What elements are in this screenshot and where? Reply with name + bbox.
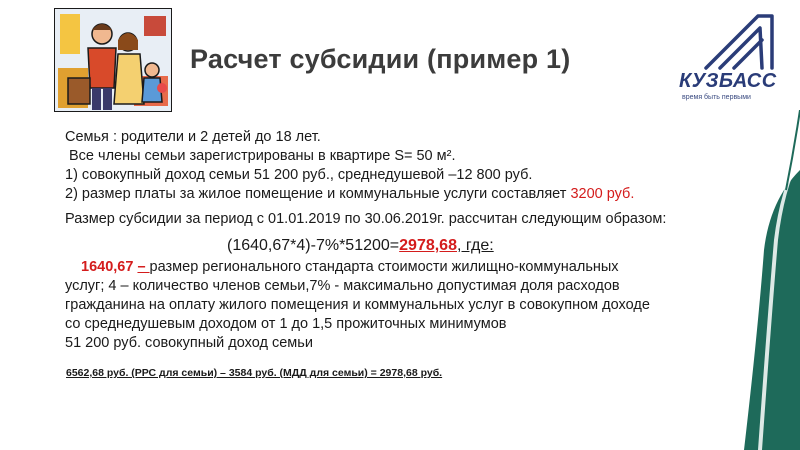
explanation-line-1 xyxy=(65,258,745,277)
explanation-line-3: гражданина на оплату жилого помещения и коммунальных услуг в совокупном доходе xyxy=(65,297,650,313)
explanation-line-5: 51 200 руб. совокупный доход семьи xyxy=(65,335,313,351)
slide-title: Расчет субсидии (пример 1) xyxy=(190,44,571,74)
explanation-line-2: услуг; 4 – количество членов семьи,7% - максимально допустимая доля расходов xyxy=(65,278,620,294)
standard-value: 1640,67 xyxy=(81,259,138,275)
formula-line xyxy=(65,236,745,255)
registration-line: Все члены семьи зарегистрированы в квартире S= 50 м². xyxy=(69,148,456,164)
logo-slogan: время быть первыми xyxy=(682,94,751,101)
income-line: 1) совокупный доход семьи 51 200 руб., среднедушевой –12 800 руб. xyxy=(65,167,533,183)
formula-result: 2978,68 xyxy=(399,237,457,254)
body-text xyxy=(65,128,745,383)
standard-dash: – xyxy=(137,259,150,275)
final-calculation: 6562,68 руб. (РРС для семьи) – 3584 руб. (МДД для семьи) = 2978,68 руб. xyxy=(66,367,443,379)
payment-text: 2) размер платы за жилое помещение и коммунальные услуги составляет xyxy=(65,186,571,202)
payment-amount: 3200 руб. xyxy=(570,186,635,202)
explanation-line-4: со среднедушевым доходом от 1 до 1,5 прожиточных минимумов xyxy=(65,316,507,332)
period-line: Размер субсидии за период с 01.01.2019 по 30.06.2019г. рассчитан следующим образом: xyxy=(65,211,667,227)
payment-line xyxy=(65,185,745,204)
formula-suffix: , где: xyxy=(456,237,494,254)
decorative-band xyxy=(740,110,800,450)
explanation-text-1: размер регионального стандарта стоимости жилищно-коммунальных xyxy=(149,259,619,275)
family-composition: Семья : родители и 2 детей до 18 лет. xyxy=(65,129,321,145)
logo-name: КУЗБАСС xyxy=(679,70,777,92)
family-clipart-image xyxy=(54,8,172,112)
formula-expression: (1640,67*4)-7%*51200= xyxy=(227,237,400,254)
